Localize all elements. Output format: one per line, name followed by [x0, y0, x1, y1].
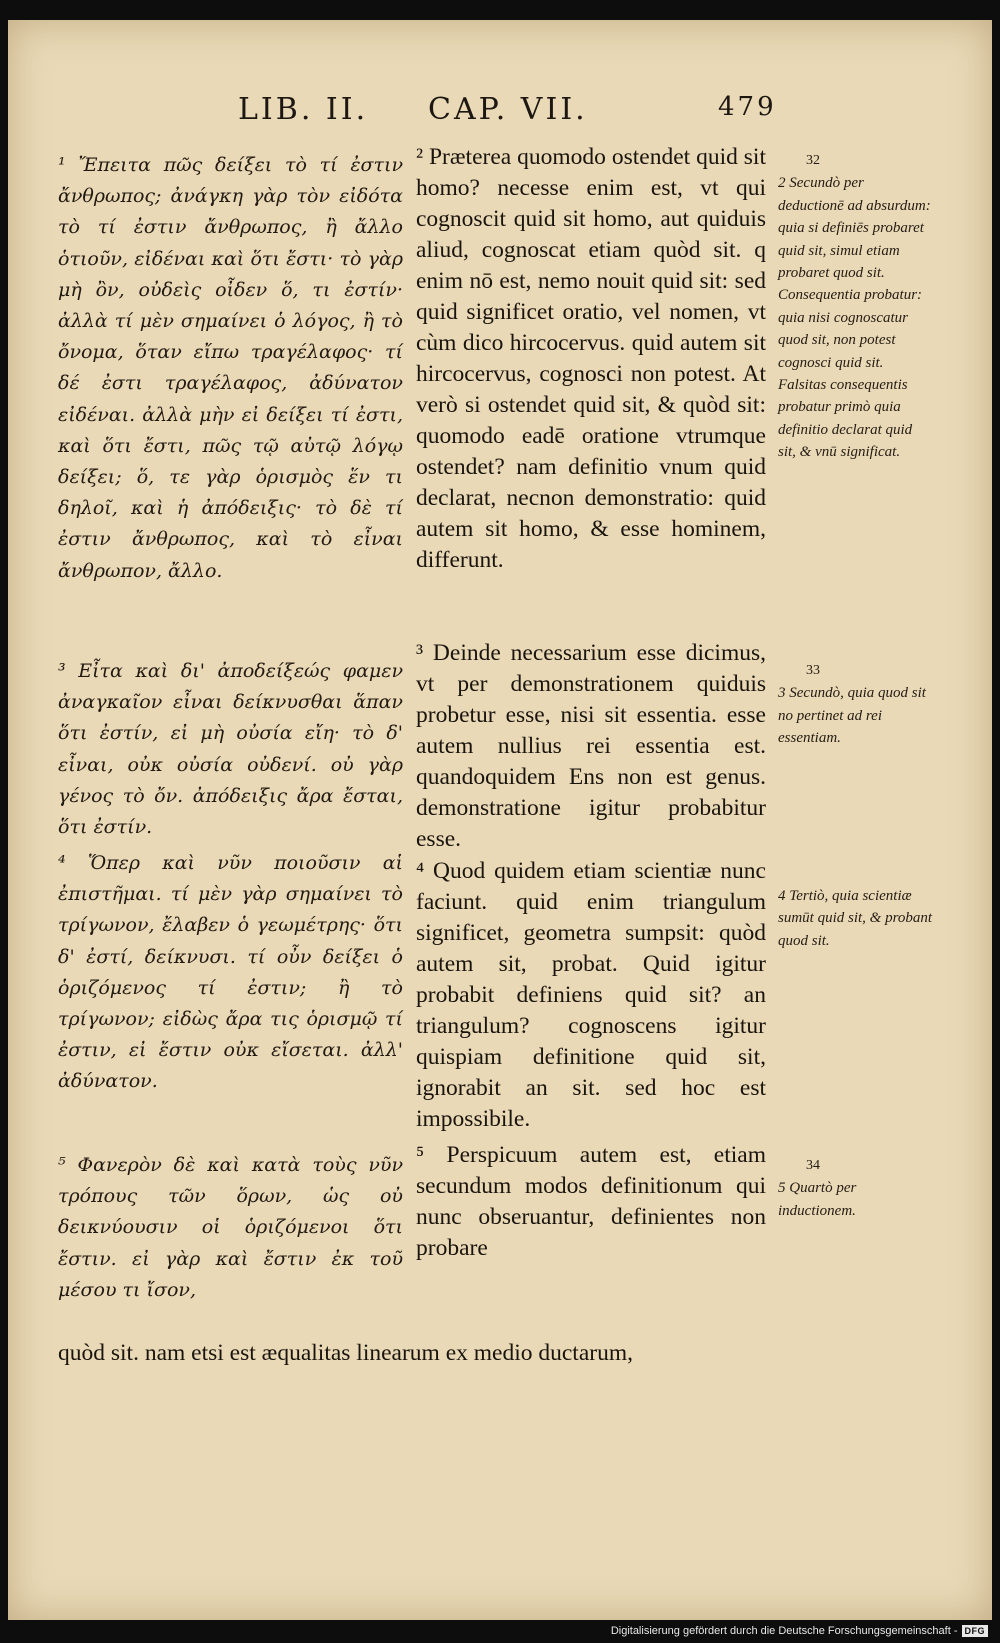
note-number: 34 — [806, 1158, 820, 1173]
note-text: 2 Secundò per deductionē ad absurdum: quia si definiēs probaret quid sit, simul etiam probaret quod sit. Consequentia probatur: quia nisi cognoscatur quod sit, non potest cognosci quid sit. Falsitas consequentis probatur primò quia definitio declarat quid sit, & vnū significat. — [778, 175, 931, 461]
chapter-label: CAP. VII. — [428, 92, 588, 127]
note-number: 33 — [806, 663, 820, 678]
latin-paragraph: ³ Deinde necessarium esse dicimus, vt per demonstrationem quiduis probetur esse, nisi sit essentia. esse autem nullius rei essentia est. quandoquidem Ens non est genus. demonstratione igitur probabitur esse. — [416, 640, 766, 852]
greek-paragraph: ¹ Ἔπειτα πῶς δείξει τὸ τί ἐστιν ἄνθρωπος; ἀνάγκη γὰρ τὸν εἰδότα τὸ τί ἐστιν ἄνθρωπος, ἢ ἄλλο ὁτιοῦν, εἰδέναι καὶ ὅτι ἔστι· τὸ γὰρ μὴ ὂν, οὐδεὶς οἶδεν ὅ, τι ἐστίν· ἀλλὰ τί μὲν σημαίνει ὁ λόγος, ἢ τὸ ὄνομα, ὅταν εἴπω τραγέλαφος· τί δέ ἐστι τραγέλαφος, ἀδύνατον εἰδέναι. ἀλλὰ μὴν εἰ δείξει τί ἐστι, καὶ ὅτι ἔστι, πῶς τῷ αὐτῷ λόγῳ δείξει; ὅ, τε γὰρ ὁρισμὸς ἕν τι δηλοῖ, καὶ ἡ ἀπόδειξις· τὸ δὲ τί ἐστιν ἄνθρωπος, καὶ τὸ εἶναι ἄνθρωπον, ἄλλο. — [58, 154, 403, 582]
note-text: 4 Tertiò, quia scientiæ sumūt quid sit, & probant quod sit. — [778, 888, 933, 949]
latin-paragraph: ⁵ Perspicuum autem est, etiam secundum modos definitionum qui nunc obseruantur, definientes non probare — [416, 1142, 766, 1261]
latin-text-column — [416, 142, 766, 1264]
dfg-logo: DFG — [962, 1625, 989, 1637]
greek-paragraph: ⁴ Ὅπερ καὶ νῦν ποιοῦσιν αἱ ἐπιστῆμαι. τί μὲν γὰρ σημαίνει τὸ τρίγωνον, ἔλαβεν ὁ γεωμέτρης· ὅτι δ' ἐστί, δείκνυσι. τί οὖν δείξει ὁ ὁριζόμενος τί ἐστιν; ἢ τὸ τρίγωνον; εἰδὼς ἄρα τις ὁρισμῷ τί ἐστιν, εἰ ἔστιν οὐκ εἴσεται. ἀλλ' ἀδύνατον. — [58, 852, 403, 1093]
margin-note — [778, 660, 933, 750]
book-label: LIB. II. — [238, 92, 369, 127]
running-header — [238, 92, 778, 132]
margin-note — [778, 885, 933, 952]
greek-paragraph: ³ Εἶτα καὶ δι' ἀποδείξεώς φαμεν ἀναγκαῖον εἶναι δείκνυσθαι ἅπαν ὅτι ἐστίν, εἰ μὴ οὐσία εἴη· τὸ δ' εἶναι, οὐκ οὐσία οὐδενί. οὐ γὰρ γένος τὸ ὄν. ἀπόδειξις ἄρα ἔσται, ὅτι ἐστίν. — [58, 660, 403, 839]
margin-note — [778, 1155, 933, 1222]
margin-note — [778, 150, 933, 464]
greek-text-column — [58, 150, 403, 1301]
credit-text: Digitalisierung gefördert durch die Deutsche Forschungsgemeinschaft - — [610, 1625, 958, 1637]
page-number: 479 — [718, 92, 777, 122]
digitization-credit — [611, 1623, 988, 1639]
closing-line: quòd sit. nam etsi est æqualitas linearum ex medio ductarum, — [58, 1340, 633, 1366]
latin-paragraph: ² Præterea quomodo ostendet quid sit homo? necesse enim est, vt qui cognoscit quid sit homo, aut quiduis aliud, cognoscat etiam quòd sit. q enim nō est, nemo nouit quid sit: sed quid significet oratio, vel nomen, vt cùm dico hircocervus. quid autem sit hircocervus, cognosci non potest. At verò si ostendet quid sit, & quòd sit: quomodo eadē oratione vtrumque ostendet? nam definitio vnum quid declarat, necnon demonstratio: quid autem sit homo, & esse hominem, differunt. — [416, 144, 766, 573]
greek-paragraph: ⁵ Φανερὸν δὲ καὶ κατὰ τοὺς νῦν τρόπους τῶν ὅρων, ὡς οὐ δεικνύουσιν οἱ ὁριζόμενοι ὅτι ἔστιν. εἰ γὰρ καὶ ἔστιν ἐκ τοῦ μέσου τι ἴσον, — [58, 1154, 403, 1301]
latin-paragraph: ⁴ Quod quidem etiam scientiæ nunc faciunt. quid enim triangulum significet, geometra sumpsit: quòd autem sit, probat. Quid igitur probabit definiens quid sit? an triangulum? cognoscens igitur quispiam definitione quid sit, ignorabit an sit. sed hoc est impossibile. — [416, 858, 766, 1132]
note-text: 3 Secundò, quia quod sit no pertinet ad rei essentiam. — [778, 685, 926, 747]
book-page — [8, 20, 992, 1620]
note-text: 5 Quartò per inductionem. — [778, 1180, 857, 1219]
note-number: 32 — [806, 153, 820, 168]
